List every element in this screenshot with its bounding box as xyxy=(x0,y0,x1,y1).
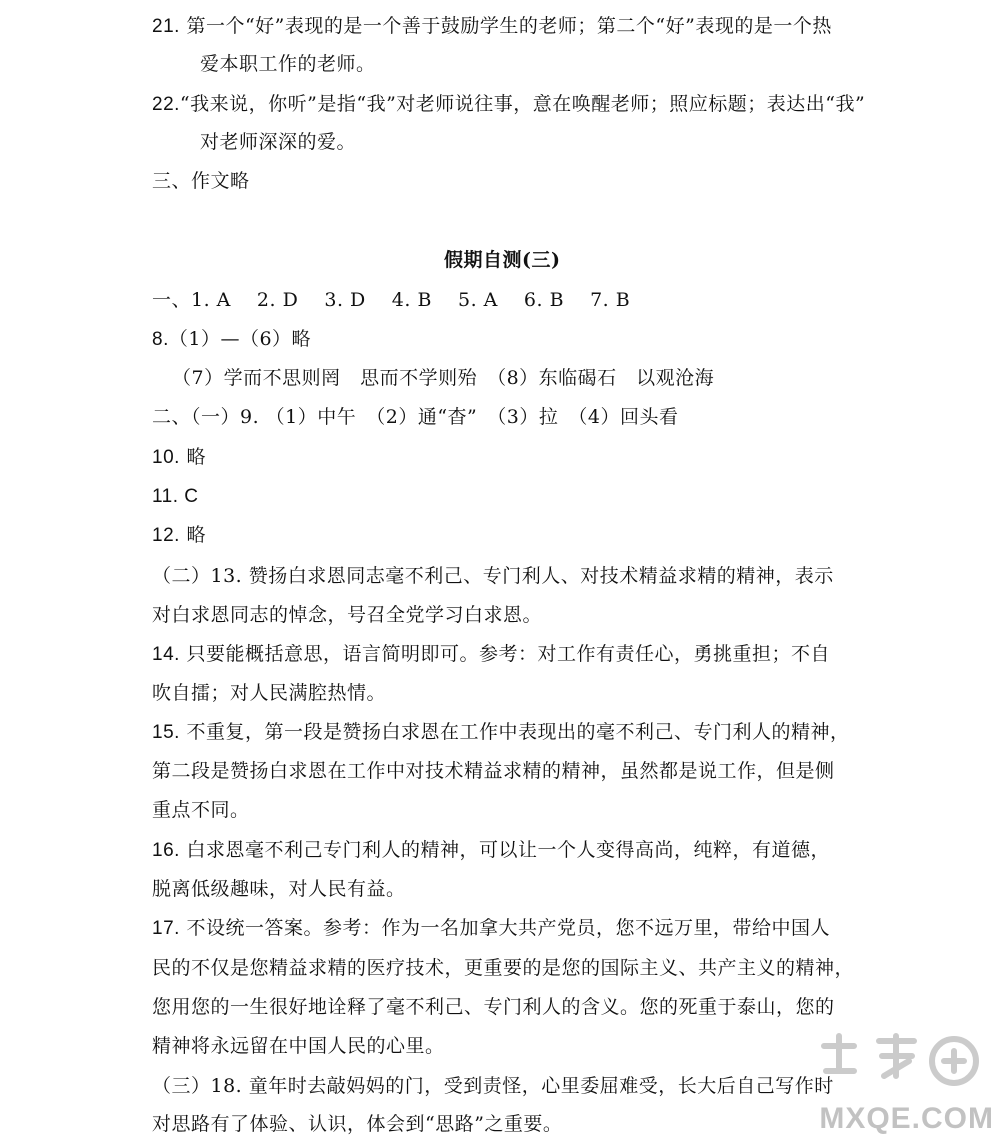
answer-16-line-1 xyxy=(152,836,830,865)
answer-17-line-1 xyxy=(152,914,830,943)
answer-14-line-1 xyxy=(152,640,830,669)
answer-1-7-line xyxy=(152,286,630,314)
answer-14-line-2 xyxy=(152,679,386,707)
watermark-logo-icon xyxy=(804,1026,994,1106)
question-number: 21. xyxy=(152,16,180,37)
answer-15-line-1 xyxy=(152,718,849,747)
answer-15-line-2 xyxy=(152,757,835,785)
answer-text: 一、1. A 2. D 3. D 4. B 5. A 6. B 7. B xyxy=(152,289,631,311)
answer-text: C xyxy=(178,486,199,507)
answer-22-line-1 xyxy=(152,90,865,119)
answer-18-line-2 xyxy=(152,1110,562,1138)
answer-18-line-1 xyxy=(152,1072,834,1100)
answer-text: 白求恩毫不利己专门利人的精神，可以让一个人变得高尚，纯粹，有道德， xyxy=(179,839,830,861)
answer-13-line-2 xyxy=(152,601,542,629)
answer-text: 略 xyxy=(179,446,206,468)
answer-text: 三、作文略 xyxy=(152,170,250,192)
question-number: 16. xyxy=(152,840,180,861)
answer-text: 不重复，第一段是赞扬白求恩在工作中表现出的毫不利己、专门利人的精神， xyxy=(179,721,850,743)
section-title-text: 假期自测(三) xyxy=(444,249,561,271)
answer-8-line-1 xyxy=(152,325,311,354)
answer-text: （三）18. 童年时去敲妈妈的门，受到责怪，心里委屈难受，长大后自己写作时 xyxy=(152,1075,834,1097)
question-number: 22. xyxy=(152,94,180,115)
answer-text: 略 xyxy=(179,524,206,546)
answer-17-line-2 xyxy=(152,954,854,982)
answer-22-line-2 xyxy=(200,128,356,156)
answer-text: 爱本职工作的老师。 xyxy=(200,53,376,75)
answer-12-line xyxy=(152,521,206,550)
answer-10-line xyxy=(152,443,206,472)
answer-text: 民的不仅是您精益求精的医疗技术，更重要的是您的国际主义、共产主义的精神， xyxy=(152,957,855,979)
answer-text: （1）—（6）略 xyxy=(168,328,312,350)
answer-text: 对思路有了体验、认识，体会到“思路”之重要。 xyxy=(152,1113,563,1135)
answer-text: 第二段是赞扬白求恩在工作中对技术精益求精的精神，虽然都是说工作，但是侧 xyxy=(152,760,835,782)
answer-21-line-1 xyxy=(152,12,832,41)
answer-text: 第一个“好”表现的是一个善于鼓励学生的老师；第二个“好”表现的是一个热 xyxy=(179,15,832,37)
answer-13-line-1 xyxy=(152,562,834,590)
answer-17-line-3 xyxy=(152,993,835,1021)
answer-text: 脱离低级趣味，对人民有益。 xyxy=(152,878,406,900)
answer-8-line-2 xyxy=(172,364,714,392)
question-number: 10. xyxy=(152,447,180,468)
section-three-essay xyxy=(152,167,250,195)
answer-text: 只要能概括意思，语言简明即可。参考：对工作有责任心，勇挑重担；不自 xyxy=(179,643,830,665)
answer-text: 您用您的一生很好地诠释了毫不利己、专门利人的含义。您的死重于泰山，您的 xyxy=(152,996,835,1018)
question-number: 12. xyxy=(152,525,180,546)
question-number: 15. xyxy=(152,722,180,743)
answer-17-line-4 xyxy=(152,1032,445,1060)
answer-text: 精神将永远留在中国人民的心里。 xyxy=(152,1035,445,1057)
answer-text: 对白求恩同志的悼念，号召全党学习白求恩。 xyxy=(152,604,543,626)
answer-21-line-2 xyxy=(200,50,376,78)
question-number: 17. xyxy=(152,918,180,939)
answer-9-line xyxy=(152,403,678,431)
answer-text: 不设统一答案。参考：作为一名加拿大共产党员，您不远万里，带给中国人 xyxy=(179,917,830,939)
answer-text: “我来说，你听”是指“我”对老师说往事，意在唤醒老师；照应标题；表达出“我” xyxy=(179,93,866,115)
answer-text: （7）学而不思则罔 思而不学则殆 （8）东临碣石 以观沧海 xyxy=(172,367,715,389)
answer-text: 吹自擂；对人民满腔热情。 xyxy=(152,682,387,704)
answer-text: 二、（一）9. （1）中午 （2）通“杳” （3）拉 （4）回头看 xyxy=(152,406,679,428)
answer-text: 重点不同。 xyxy=(152,799,250,821)
answer-16-line-2 xyxy=(152,875,406,903)
section-title xyxy=(444,246,560,274)
question-number: 14. xyxy=(152,644,180,665)
answer-text: 对老师深深的爱。 xyxy=(200,131,357,153)
answer-15-line-3 xyxy=(152,796,250,824)
watermark-text: MXQE.COM xyxy=(819,1102,994,1135)
answer-text: （二）13. 赞扬白求恩同志毫不利己、专门利人、对技术精益求精的精神，表示 xyxy=(152,565,834,587)
question-number: 8. xyxy=(152,329,169,350)
question-number: 11. xyxy=(152,486,179,507)
site-watermark xyxy=(804,1026,994,1136)
answer-11-line xyxy=(152,482,199,511)
